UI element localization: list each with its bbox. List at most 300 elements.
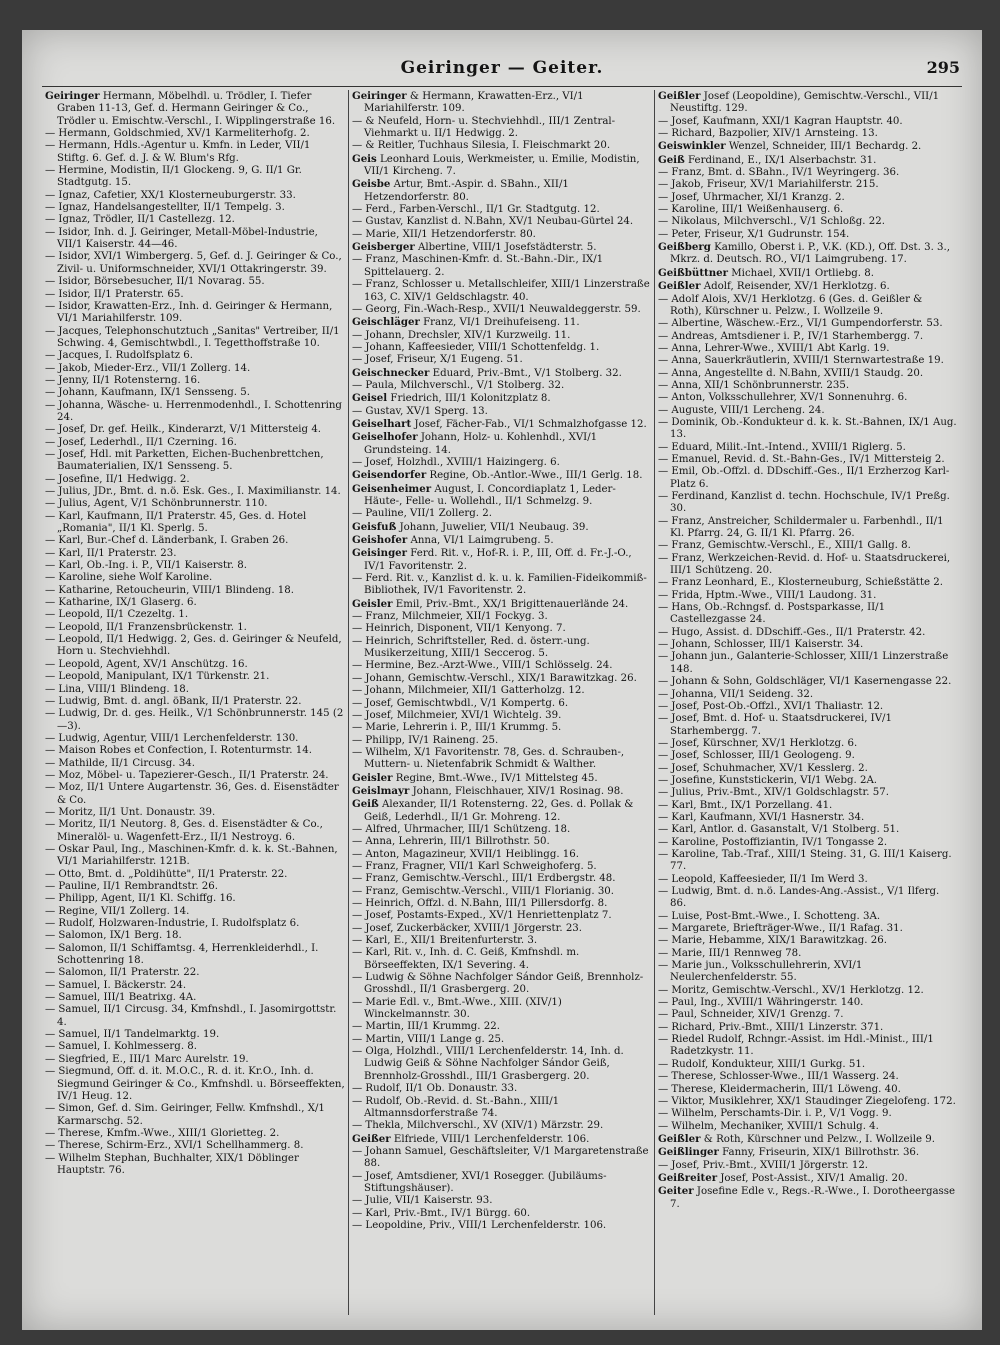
directory-entry [45, 893, 345, 905]
directory-entry [658, 590, 957, 602]
directory-entry [352, 418, 651, 431]
entry-text: — Hugo, Assist. d. DDschiff.-Ges., II/1 Praterstr. 42. [658, 626, 926, 638]
directory-entry [658, 1185, 957, 1211]
directory-entry [45, 708, 345, 733]
directory-entry [352, 1021, 651, 1033]
directory-entry [658, 1108, 957, 1120]
entry-text: — Julius, Priv.-Bmt., XIV/1 Goldschlagstr. 57. [658, 787, 889, 799]
directory-entry [45, 844, 345, 869]
entry-surname: Geiselhart [352, 417, 412, 430]
entry-surname: Geishofer [352, 534, 408, 547]
entry-text: — Salomon, IX/1 Berg. 18. [45, 930, 182, 942]
directory-entry [658, 318, 957, 330]
entry-surname: Geisel [352, 392, 388, 405]
entry-text: — Isidor, Börsebesucher, II/1 Novarag. 55. [45, 276, 265, 288]
directory-entry [352, 279, 651, 304]
entry-surname: Geiringer [45, 90, 100, 102]
entry-text: — Franz, Bmt. d. SBahn., IV/1 Weyringerg. 36. [658, 167, 900, 179]
entry-surname: Geißer [352, 1132, 391, 1145]
directory-entry [658, 1172, 957, 1185]
directory-entry [45, 190, 345, 202]
directory-entry [45, 930, 345, 942]
entry-text: — Moritz, Gemischtw.-Verschl., XV/1 Herklotzg. 12. [658, 984, 924, 996]
entry-surname: Geisfuß [352, 520, 397, 533]
entry-text: — Franz, Fragner, VII/1 Karl Schweighoferg. 5. [352, 860, 597, 872]
directory-entry [658, 140, 957, 153]
directory-entry [45, 819, 345, 844]
directory-entry [352, 90, 651, 116]
directory-entry [352, 611, 651, 623]
directory-entry [45, 511, 345, 536]
directory-entry [352, 367, 651, 380]
entry-text: — Jacques, Telephonschutztuch „Sanitas" Vertreiber, II/1 Schwing. 4, Gemischtwbdl., I. Tegetthoffstraße 10. [45, 325, 340, 349]
entry-text: — Albertine, Wäschew.-Erz., VI/1 Gumpendorferstr. 53. [658, 318, 943, 330]
directory-entry [658, 417, 957, 442]
entry-surname: Geisler [352, 597, 393, 610]
entry-text: Ferd. Rit. v., Hof-R. i. P., III, Off. d. Fr.-J.-O., IV/1 Favoritenstr. 2. [364, 548, 632, 572]
directory-entry [658, 602, 957, 627]
directory-entry [352, 153, 651, 179]
entry-text: — Anton, Volksschullehrer, XV/1 Sonnenuhrg. 6. [658, 392, 908, 404]
entry-text: — Georg, Fin.-Wach-Resp., XVII/1 Neuwaldeggerstr. 59. [352, 303, 641, 315]
entry-text: — Josef, Schuhmacher, XV/1 Kesslerg. 2. [658, 762, 868, 774]
entry-text: — Jakob, Friseur, XV/1 Mariahilferstr. 215. [658, 179, 879, 191]
directory-entry [45, 1066, 345, 1103]
entry-surname: Geiringer [352, 90, 407, 102]
entry-text: — Philipp, Agent, II/1 Kl. Schiffg. 16. [45, 893, 236, 905]
entry-text: — Wilhelm, Perschamts-Dir. i. P., V/1 Vogg. 9. [658, 1108, 892, 1120]
entry-text: — Josefine, Kunststickerin, VI/1 Webg. 2A. [658, 774, 878, 786]
entry-surname: Geisenheimer [352, 482, 432, 495]
entry-text: — Franz, Gemischtw.-Verschl., III/1 Erdbergstr. 48. [352, 873, 616, 885]
entry-surname: Geisbe [352, 178, 391, 191]
entry-text: — Lina, VIII/1 Blindeng. 18. [45, 683, 190, 695]
entry-text: — Josef, Uhrmacher, XI/1 Kranzg. 2. [658, 191, 845, 203]
entry-text: Johann, Holz- u. Kohlenhdl., XVI/1 Grundsteing. 14. [364, 432, 598, 456]
entry-surname: Geis [352, 152, 377, 165]
entry-text: Michael, XVII/1 Ortliebg. 8. [731, 267, 874, 279]
directory-entry [658, 154, 957, 167]
directory-entry [658, 553, 957, 578]
directory-entry [352, 304, 651, 316]
entry-text: — Adolf Alois, XV/1 Herklotzg. 6 (Ges. d. Geißler & Roth), Kürschner u. Pelzw., I. Wollzeile 9. [658, 293, 923, 317]
entry-text: — Ludwig, Bmt. d. n.ö. Landes-Ang.-Assist., V/1 Ilferg. 86. [658, 886, 940, 910]
entry-text: — Ferd. Rit. v., Kanzlist d. k. u. k. Familien-Fideikommiß-Bibliothek, IV/1 Favoritenstr. 2. [352, 573, 647, 597]
directory-entry [352, 947, 651, 972]
directory-entry [352, 116, 651, 141]
directory-entry [45, 597, 345, 609]
directory-entry [352, 1133, 651, 1146]
directory-entry [352, 1046, 651, 1083]
directory-entry [352, 972, 651, 997]
header-rule [42, 86, 962, 87]
entry-text: Adolf, Reisender, XV/1 Herklotzg. 6. [703, 281, 890, 293]
directory-entry [658, 713, 957, 738]
entry-text: — Moritz, II/1 Unt. Donaustr. 39. [45, 806, 216, 818]
entry-text: Emil, Priv.-Bmt., XX/1 Brigittenauerlände 24. [395, 598, 629, 610]
directory-entry [352, 431, 651, 457]
entry-text: — Josef, Hdl. mit Parketten, Eichen-Buchenbrettchen, Baumaterialien, IX/1 Sensseng. 5. [45, 448, 324, 473]
directory-entry [45, 782, 345, 807]
directory-entry [658, 874, 957, 886]
directory-entry [658, 466, 957, 491]
entry-text: — Hermann, Goldschmied, XV/1 Karmeliterhofg. 2. [45, 128, 310, 140]
entry-text: — Dominik, Ob.-Kondukteur d. k. k. St.-Bahnen, IX/1 Aug. 13. [658, 416, 957, 441]
entry-text: — Margarete, Briefträger-Wwe., II/1 Rafag. 31. [658, 923, 903, 935]
entry-text: — Karoline, Tab.-Traf., XIII/1 Steing. 31, G. III/1 Kaiserg. 77. [658, 848, 952, 873]
directory-entry [658, 812, 957, 824]
entry-text: — Heinrich, Offzl. d. N.Bahn, III/1 Pillersdorfg. 8. [352, 898, 608, 909]
entry-surname: Geiswinkler [658, 140, 726, 153]
directory-entry [658, 380, 957, 392]
entry-text: — Franz, Schlosser u. Metallschleifer, XIII/1 Linzerstraße 163, C. XIV/1 Geldschlagstr. 40. [352, 279, 650, 303]
entry-text: & Hermann, Krawatten-Erz., VI/1 Mariahilferstr. 109. [364, 91, 584, 115]
entry-text: — Rudolf, Kondukteur, XIII/1 Gurkg. 51. [658, 1058, 866, 1070]
directory-entry [352, 849, 651, 861]
directory-entry [45, 1103, 345, 1128]
directory-entry [352, 747, 651, 772]
directory-entry [658, 1133, 957, 1146]
directory-entry [45, 1029, 345, 1041]
entry-text: — Mathilde, II/1 Circusg. 34. [45, 757, 195, 769]
entry-text: — Katharine, IX/1 Glaserg. 6. [45, 597, 197, 609]
entry-text: Josef, Post-Assist., XIV/1 Amalig. 20. [720, 1172, 908, 1184]
entry-text: — Franz, Anstreicher, Schildermaler u. Farbenhdl., II/1 Kl. Pfarrg. 24, G. II/1 Kl. Pfarrg. 26. [658, 515, 944, 540]
entry-text: — Anna, Angestellte d. N.Bahn, XVIII/1 Staudg. 20. [658, 367, 924, 379]
entry-surname: Geiselhofer [352, 431, 418, 444]
directory-entry [658, 229, 957, 241]
directory-entry [658, 1160, 957, 1172]
directory-entry [658, 651, 957, 676]
directory-entry [45, 400, 345, 425]
entry-text: — Johanna, Wäsche- u. Herrenmodenhdl., I. Schottenring 24. [45, 399, 342, 423]
entry-text: — Leopold, Manipulant, IX/1 Türkenstr. 21. [45, 671, 270, 683]
entry-text: — Josef, Schlosser, III/1 Geologeng. 9. [658, 750, 855, 762]
directory-entry [658, 1121, 957, 1133]
directory-entry [352, 636, 651, 661]
entry-text: — Pauline, VII/1 Zollerg. 2. [352, 508, 492, 520]
directory-entry [658, 800, 957, 812]
entry-text: — Johann jun., Galanterie-Schlosser, XIII/1 Linzerstraße 148. [658, 651, 949, 675]
entry-text: — Peter, Friseur, X/1 Gudrunstr. 154. [658, 228, 850, 240]
entry-text: Regine, Bmt.-Wwe., IV/1 Mittelsteg 45. [395, 772, 598, 784]
entry-text: — Josef, Zuckerbäcker, XVIII/1 Jörgerstr. 23. [352, 922, 583, 934]
entry-text: Wenzel, Schneider, III/1 Bechardg. 2. [728, 141, 922, 153]
entry-text: — Eduard, Milit.-Int.-Intend., XVIII/1 Riglerg. 5. [658, 441, 906, 453]
entry-text: — Franz, Milchmeier, XII/1 Fockyg. 3. [352, 611, 548, 623]
entry-text: — Johann, Gemischtw.-Verschl., XIX/1 Barawitzkag. 26. [352, 672, 637, 684]
entry-text: — Heinrich, Disponent, VII/1 Kenyong. 7. [352, 623, 566, 635]
directory-entry [352, 330, 651, 342]
entry-text: — Alfred, Uhrmacher, III/1 Schützeng. 18. [352, 823, 571, 835]
directory-entry [658, 116, 957, 128]
directory-entry [45, 696, 345, 708]
directory-entry [658, 948, 957, 960]
entry-text: — Hermann, Hdls.-Agentur u. Kmfn. in Leder, VII/1 Stiftg. 6. Gef. d. J. & W. Blum's Rfg. [45, 140, 311, 164]
directory-entry [45, 1054, 345, 1066]
directory-entry [45, 214, 345, 226]
directory-entry [352, 1171, 651, 1196]
entry-text: — Jenny, II/1 Rotensterng. 16. [45, 374, 201, 386]
entry-text: — Regine, VII/1 Zollerg. 14. [45, 905, 190, 917]
entry-text: — Karl, Ob.-Ing. i. P., VII/1 Kaiserstr. 8. [45, 560, 247, 572]
entry-text: — Rudolf, Ob.-Revid. d. St.-Bahn., XIII/1 Altmannsdorferstraße 74. [352, 1095, 560, 1119]
directory-entry [352, 910, 651, 922]
directory-entry [352, 342, 651, 354]
entry-text: — Gustav, XV/1 Sperg. 13. [352, 405, 488, 417]
entry-text: Albertine, VIII/1 Josefstädterstr. 5. [417, 242, 597, 254]
entry-text: Kamillo, Oberst i. P., V.K. (KD.), Off. Dst. 3. 3., Mkrz. d. Deutsch. RO., VI/1 Laimgrubeng. 17. [670, 242, 951, 266]
directory-entry [658, 997, 957, 1009]
entry-surname: Geisinger [352, 547, 408, 560]
directory-entry [658, 738, 957, 750]
entry-text: Josef (Leopoldine), Gemischtw.-Verschl., VII/1 Neustiftg. 129. [670, 91, 940, 115]
directory-entry [658, 343, 957, 355]
entry-surname: Geißberg [658, 241, 711, 254]
entry-text: — Johann & Sohn, Goldschläger, VI/1 Kasernengasse 22. [658, 676, 952, 688]
directory-entry [658, 216, 957, 228]
entry-text: — Franz, Gemischtw.-Verschl., E., XIII/1 Gallg. 8. [658, 540, 911, 552]
directory-entry [45, 906, 345, 918]
entry-text: — Samuel, I. Bäckerstr. 24. [45, 979, 187, 991]
directory-entry [658, 442, 957, 454]
entry-text: — Johann, Kaufmann, IX/1 Sensseng. 5. [45, 387, 250, 399]
entry-text: — Leopold, Kaffeesieder, II/1 Im Werd 3. [658, 873, 868, 885]
directory-entry [45, 128, 345, 140]
entry-text: — Anton, Magazineur, XVII/1 Heiblingg. 16. [352, 848, 580, 860]
directory-entry [45, 486, 345, 498]
entry-text: — Karoline, III/1 Weißenhauserg. 6. [658, 204, 844, 216]
entry-text: — Olga, Holzhdl., VIII/1 Lerchenfelderstr. 14, Inh. d. Ludwig Geiß & Söhne Nachfolger Sándor Geiß, Brennholz-Grosshdl., III/1 Grasbergerg. 20. [352, 1046, 624, 1082]
entry-text: — Samuel, III/1 Beatrixg. 4A. [45, 992, 197, 1004]
entry-text: — Andreas, Amtsdiener i. P., IV/1 Starhembergg. 7. [658, 330, 924, 342]
directory-entry [45, 424, 345, 436]
directory-entry [45, 498, 345, 510]
entry-text: — Marie, Lehrerin i. P., III/1 Krummg. 5. [352, 722, 562, 734]
entry-text: — Wilhelm, Mechaniker, XVIII/1 Schulg. 4. [658, 1120, 879, 1132]
entry-text: — Karl, Priv.-Bmt., IV/1 Bürgg. 60. [352, 1207, 531, 1219]
entry-text: Franz, VI/1 Dreihufeiseng. 11. [423, 317, 580, 329]
directory-entry [45, 1004, 345, 1029]
directory-entry [352, 935, 651, 947]
directory-entry [45, 251, 345, 276]
entry-text: — Karl, Antlor. d. Gasanstalt, V/1 Stolberg. 51. [658, 824, 900, 836]
directory-entry [45, 634, 345, 659]
entry-text: — Karl, Kaufmann, XVI/1 Hasnerstr. 34. [658, 811, 865, 823]
entry-text: — Viktor, Musiklehrer, XX/1 Staudinger Ziegelofeng. 172. [658, 1095, 956, 1107]
directory-entry [45, 758, 345, 770]
directory-entry [45, 548, 345, 560]
directory-entry [45, 1140, 345, 1152]
directory-entry [45, 918, 345, 930]
entry-text: Johann, Juwelier, VII/1 Neubaug. 39. [399, 521, 589, 533]
entry-text: — Jakob, Mieder-Erz., VII/1 Zollerg. 14. [45, 362, 251, 374]
directory-entry [352, 623, 651, 635]
entry-text: — Marie jun., Volksschullehrerin, XVI/1 Neulerchenfelderstr. 55. [658, 960, 863, 984]
entry-text: — Isidor, Krawatten-Erz., Inh. d. Geiringer & Hermann, VI/1 Mariahilferstr. 109. [45, 300, 333, 325]
entry-text: — Hermine, Bez.-Arzt-Wwe., VIII/1 Schlösselg. 24. [352, 660, 613, 672]
entry-text: — Karoline, Postoffiziantin, IV/1 Tongasse 2. [658, 836, 888, 848]
directory-entry [45, 1041, 345, 1053]
entry-text: — Leopold, Agent, XV/1 Anschützg. 16. [45, 658, 248, 670]
directory-entry [352, 1220, 651, 1232]
column-middle [348, 90, 654, 1315]
directory-entry [45, 387, 345, 399]
directory-entry [45, 585, 345, 597]
entry-surname: Geißler [658, 1132, 701, 1145]
directory-entry [658, 1146, 957, 1159]
entry-text: — Auguste, VIII/1 Lercheng. 24. [658, 404, 825, 416]
entry-text: — Franz, Gemischtw.-Verschl., VIII/1 Florianig. 30. [352, 885, 615, 897]
entry-text: — Johann, Kaffeesieder, VIII/1 Schottenfeldg. 1. [352, 341, 600, 353]
entry-text: — Anna, Sauerkräutlerin, XVIII/1 Sternwartestraße 19. [658, 355, 944, 367]
directory-entry [352, 354, 651, 366]
entry-text: — Leopold, II/1 Czezeltg. 1. [45, 609, 189, 621]
entry-text: — Josef, Post-Ob.-Offzl., XVI/1 Thaliastr. 12. [658, 700, 884, 712]
directory-entry [658, 775, 957, 787]
entry-text: — Josef, Kürschner, XV/1 Herklotzg. 6. [658, 737, 858, 749]
directory-entry [658, 849, 957, 874]
directory-entry [658, 1071, 957, 1083]
entry-text: — Karl, II/1 Praterstr. 23. [45, 547, 177, 559]
directory-entry [352, 873, 651, 885]
entry-text: — Marie Edl. v., Bmt.-Wwe., XIII. (XIV/1) Winckelmannstr. 30. [352, 996, 562, 1021]
entry-text: — Marie, XII/1 Hetzendorferstr. 80. [352, 228, 536, 240]
entry-text: — Josef, Bmt. d. Hof- u. Staatsdruckerei, IV/1 Starhembergg. 7. [658, 713, 892, 737]
directory-entry [658, 837, 957, 849]
directory-entry [352, 735, 651, 747]
entry-text: — Riedel Rudolf, Rchngr.-Assist. im Hdl.-Minist., III/1 Radetzkystr. 11. [658, 1034, 934, 1058]
entry-text: — Anna, Lehrerin, III/1 Billrothstr. 50. [352, 836, 550, 848]
directory-entry [352, 1083, 651, 1095]
directory-entry [352, 660, 651, 672]
entry-text: — Isidor, II/1 Praterstr. 65. [45, 288, 184, 300]
entry-text: — Emanuel, Revid. d. St.-Bahn-Ges., IV/1 Mittersteig 2. [658, 453, 945, 465]
entry-text: — Wilhelm, X/1 Favoritenstr. 78, Ges. d. Schrauben-, Muttern- u. Nietenfabrik Schmidt & Walther. [352, 746, 625, 771]
directory-entry [658, 676, 957, 688]
directory-entry [352, 216, 651, 228]
entry-text: — Franz, Maschinen-Kmfr. d. St.-Bahn.-Dir., IX/1 Spittelauerg. 2. [352, 254, 604, 278]
directory-entry [45, 289, 345, 301]
directory-entry [352, 380, 651, 392]
entry-text: — Ferd., Farben-Verschl., II/1 Gr. Stadtgutg. 12. [352, 204, 600, 216]
directory-entry [352, 547, 651, 573]
entry-text: Regine, Ob.-Antlor.-Wwe., III/1 Gerlg. 18. [429, 470, 643, 482]
directory-entry [352, 1146, 651, 1171]
entry-text: — Ludwig, Agentur, VIII/1 Lerchenfelderstr. 130. [45, 732, 299, 744]
entry-text: — & Neufeld, Horn- u. Stechviehhdl., III/1 Zentral-Viehmarkt u. II/1 Hedwigg. 2. [352, 115, 616, 140]
directory-entry [352, 573, 651, 598]
directory-entry [45, 560, 345, 572]
page-title: Geiringer — Geiter. [400, 58, 604, 78]
entry-text: Elfriede, VIII/1 Lerchenfelderstr. 106. [393, 1133, 590, 1145]
entry-text: — Leopold, II/1 Hedwigg. 2, Ges. d. Geiringer & Neufeld, Horn u. Stechviehhdl. [45, 634, 342, 658]
directory-entry [352, 798, 651, 824]
directory-page [22, 30, 982, 1330]
entry-text: & Roth, Kürschner und Pelzw., I. Wollzeile 9. [703, 1133, 936, 1145]
entry-text: — Jacques, I. Rudolfsplatz 6. [45, 350, 194, 362]
entry-text: — Julius, JDr., Bmt. d. n.ö. Esk. Ges., I. Maximilianstr. 14. [45, 486, 341, 497]
entry-text: — Josef, Lederhdl., II/1 Czerning. 16. [45, 436, 237, 448]
entry-text: — Samuel, I. Kohlmesserg. 8. [45, 1041, 198, 1053]
directory-entry [352, 229, 651, 241]
column-right [654, 90, 960, 1315]
entry-text: — Anna, XII/1 Schönbrunnerstr. 235. [658, 379, 850, 391]
entry-text: — Josef, Dr. gef. Heilk., Kinderarzt, V/1 Mittersteig 4. [45, 424, 322, 436]
directory-entry [45, 671, 345, 683]
directory-entry [45, 745, 345, 757]
entry-surname: Geiß [658, 153, 685, 166]
entry-surname: Geislmayr [352, 784, 410, 797]
directory-entry [352, 886, 651, 898]
entry-text: — Siegfried, E., III/1 Marc Aurelstr. 19. [45, 1053, 249, 1065]
entry-text: Johann, Fleischhauer, XIV/1 Rosinag. 98. [412, 785, 624, 797]
entry-text: — Ludwig, Bmt. d. angl. öBank, II/1 Praterstr. 22. [45, 695, 302, 707]
entry-text: — Karoline, siehe Wolf Karoline. [45, 572, 213, 584]
entry-text: — Josef, Gemischtwbdl., V/1 Kompertg. 6. [352, 697, 569, 709]
directory-entry [658, 577, 957, 589]
entry-text: Anna, VI/1 Laimgrubeng. 5. [410, 535, 554, 547]
entry-text: — Josef, Amtsdiener, XVI/1 Rosegger. (Jubiläums-Stiftungshäuser). [352, 1170, 607, 1194]
entry-text: Eduard, Priv.-Bmt., V/1 Stolberg. 32. [432, 367, 622, 379]
directory-entry [658, 1059, 957, 1071]
directory-entry [658, 331, 957, 343]
directory-entry [45, 992, 345, 1004]
entry-surname: Geisendorfer [352, 469, 427, 482]
entry-surname: Geißler [658, 280, 701, 293]
directory-entry [352, 785, 651, 798]
directory-entry [45, 572, 345, 584]
entry-text: — Therese, Schlosser-Wwe., III/1 Wasserg. 24. [658, 1071, 899, 1083]
directory-entry [352, 1034, 651, 1046]
directory-entry [352, 140, 651, 152]
entry-text: — Emil, Ob.-Offzl. d. DDschiff.-Ges., II/1 Erzherzog Karl-Platz 6. [658, 466, 950, 490]
entry-text: — Moz, Möbel- u. Tapezierer-Gesch., II/1 Praterstr. 24. [45, 769, 329, 781]
entry-text: — Johann, Milchmeier, XII/1 Gatterholzg. 12. [352, 685, 585, 697]
directory-entry [45, 881, 345, 893]
directory-entry [658, 923, 957, 935]
entry-text: — Salomon, II/1 Praterstr. 22. [45, 967, 200, 979]
directory-entry [45, 967, 345, 979]
entry-text: — Rudolf, II/1 Ob. Donaustr. 33. [352, 1083, 518, 1095]
directory-entry [45, 1128, 345, 1140]
directory-entry [658, 1084, 957, 1096]
entry-text: — Therese, Schirm-Erz., XVI/1 Schellhammerg. 8. [45, 1140, 304, 1152]
entry-text: — Martin, VIII/1 Lange g. 25. [352, 1033, 505, 1045]
directory-entry [658, 392, 957, 404]
entry-text: — Moz, II/1 Untere Augartenstr. 36, Ges. d. Eisenstädter & Co. [45, 782, 339, 806]
directory-entry [352, 1120, 651, 1132]
directory-entry [45, 943, 345, 968]
directory-entry [352, 836, 651, 848]
entry-text: — Otto, Bmt. d. „Poldihütte", II/1 Praterstr. 22. [45, 868, 288, 880]
entry-text: — Nikolaus, Milchverschl., V/1 Schloßg. 22. [658, 216, 885, 228]
directory-entry [352, 698, 651, 710]
entry-text: — Richard, Bazpolier, XIV/1 Arnsteing. 13. [658, 128, 878, 140]
directory-entry [352, 457, 651, 469]
entry-text: — Samuel, II/1 Circusg. 34, Kmfnshdl., I. Jasomirgottstr. 4. [45, 1004, 337, 1028]
directory-entry [45, 301, 345, 326]
entry-text: — Pauline, II/1 Rembrandtstr. 26. [45, 881, 218, 892]
directory-entry [658, 241, 957, 267]
directory-entry [45, 363, 345, 375]
entry-text: — Karl, Kaufmann, II/1 Praterstr. 45, Ges. d. Hotel „Romania", II/1 Kl. Sperlg. 5. [45, 510, 307, 535]
directory-entry [352, 824, 651, 836]
entry-text: — Josef, Priv.-Bmt., XVIII/1 Jörgerstr. 12. [658, 1159, 869, 1171]
entry-surname: Geißlinger [658, 1146, 719, 1159]
directory-entry [658, 886, 957, 911]
directory-entry [352, 392, 651, 405]
